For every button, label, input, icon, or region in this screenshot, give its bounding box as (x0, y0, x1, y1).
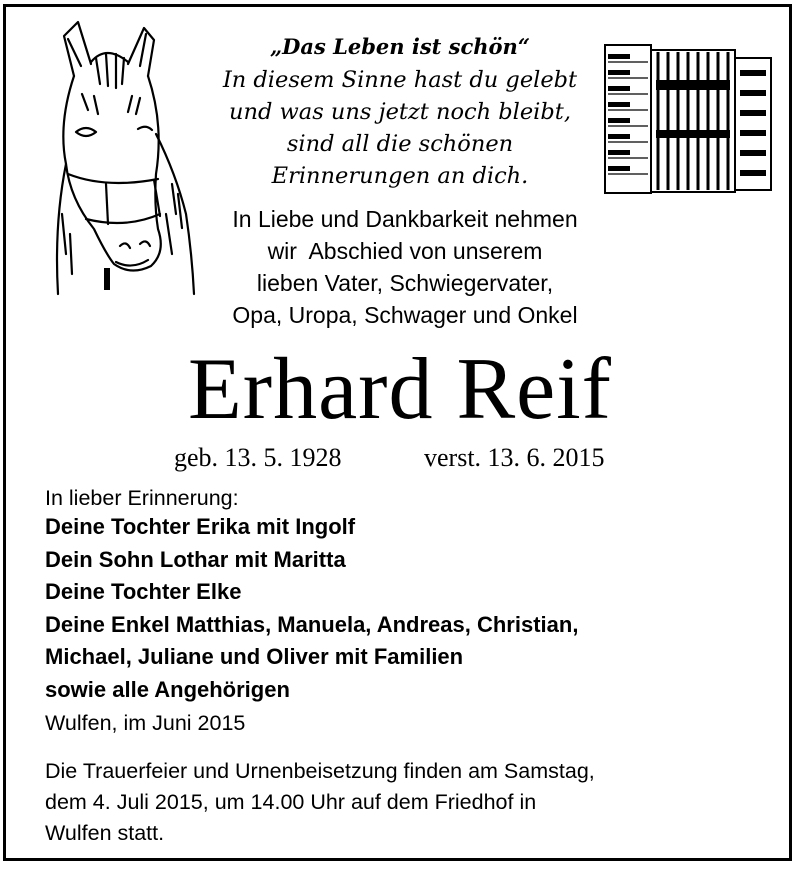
intro-line: In Liebe und Dankbarkeit nehmen (232, 206, 578, 232)
funeral-line: dem 4. Juli 2015, um 14.00 Uhr auf dem Friedhof in (45, 790, 537, 814)
poem-line: und was uns jetzt noch bleibt, (229, 99, 571, 125)
horse-icon (36, 14, 196, 299)
poem-block (190, 30, 610, 192)
deceased-name: Erhard Reif (188, 341, 612, 438)
mourners-lead: In lieber Erinnerung: (45, 486, 239, 510)
mourner-line: Deine Tochter Erika mit Ingolf (45, 514, 356, 539)
mourner-line: sowie alle Angehörigen (45, 676, 290, 702)
poem-line: sind all die schönen (286, 131, 514, 157)
intro-text (180, 203, 630, 331)
funeral-info (45, 756, 785, 849)
death-date: verst. 13. 6. 2015 (424, 443, 605, 472)
accordion-icon (600, 40, 778, 200)
poem-line: In diesem Sinne hast du gelebt (222, 67, 578, 93)
mourner-line: Dein Sohn Lothar mit Maritta (45, 546, 346, 572)
mourners-list (45, 511, 785, 706)
funeral-line: Die Trauerfeier und Urnenbeisetzung finden am Samstag, (45, 759, 595, 783)
birth-date: geb. 13. 5. 1928 (174, 443, 342, 472)
intro-line: lieben Vater, Schwiegervater, (256, 270, 554, 296)
poem-quote: „Das Leben ist schön“ (270, 34, 530, 59)
place-date: Wulfen, im Juni 2015 (45, 711, 246, 735)
poem-line: Erinnerungen an dich. (271, 163, 529, 189)
intro-line: wir Abschied von unserem (267, 238, 543, 264)
intro-line: Opa, Uropa, Schwager und Onkel (232, 302, 578, 328)
mourner-line: Deine Enkel Matthias, Manuela, Andreas, Christian, (45, 611, 579, 637)
funeral-line: Wulfen statt. (45, 821, 165, 845)
mourner-line: Michael, Juliane und Oliver mit Familien (45, 644, 464, 669)
mourner-line: Deine Tochter Elke (45, 579, 242, 604)
